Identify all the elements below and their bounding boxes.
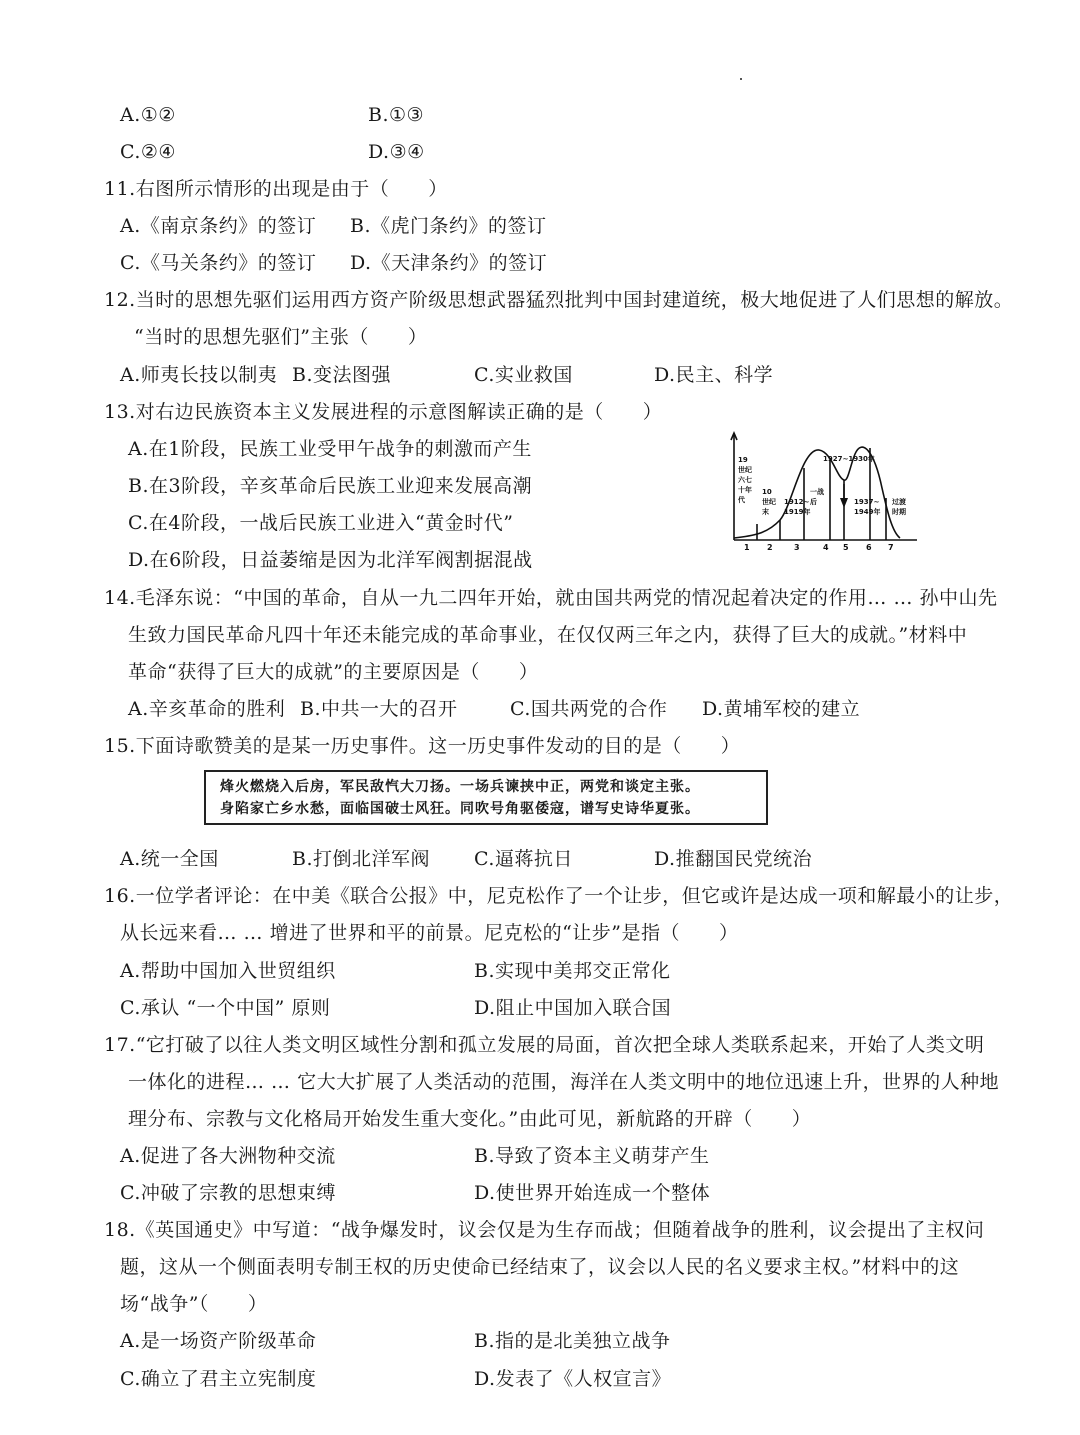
q16-stem-line2: 从长远来看… … 增进了世界和平的前景。尼克松的“让步”是指（ ） <box>120 922 739 944</box>
q17-stem-line2: 一体化的进程… … 它大大扩展了人类活动的范围，海洋在人类文明中的地位迅速上升，世界的人种地 <box>128 1071 1000 1093</box>
q14-option-a[interactable]: A.辛亥革命的胜利 <box>128 698 286 720</box>
q13-option-c[interactable]: C.在4阶段，一战后民族工业进入“黄金时代” <box>128 512 514 534</box>
q12-option-b[interactable]: B.变法图强 <box>292 364 392 386</box>
q18-stem-line2: 题，这从一个侧面表明专制王权的历史使命已经结束了，议会以人民的名义要求主权。”材料中的这 <box>120 1256 960 1278</box>
q10-option-b[interactable]: B.①③ <box>368 104 425 126</box>
poem-box <box>204 770 768 825</box>
label-1912-line1: 1912~ <box>784 498 810 506</box>
label-10c-line2: 世纪 <box>762 498 776 506</box>
label-1912-line2: 1919年 <box>784 508 811 516</box>
label-1937-line1: 1937~ <box>854 498 880 506</box>
poem-line1: 烽火燃烧入后房，军民敌忾大刀扬。一场兵谏挟中正，两党和谈定主张。 <box>220 779 700 795</box>
q17-stem-line1: 17.“它打破了以往人类文明区域性分割和孤立发展的局面，首次把全球人类联系起来，开始了人类文明 <box>104 1034 985 1056</box>
q12-stem-line2: “当时的思想先驱们”主张（ ） <box>134 326 428 348</box>
q15-option-a[interactable]: A.统一全国 <box>120 848 219 870</box>
speck <box>740 78 742 80</box>
q13-option-d[interactable]: D.在6阶段，日益萎缩是因为北洋军阀割据混战 <box>128 549 533 571</box>
stage-label: 6 <box>866 543 872 552</box>
q14-option-c[interactable]: C.国共两党的合作 <box>510 698 668 720</box>
q11-option-b[interactable]: B.《虎门条约》的签订 <box>350 215 547 237</box>
q14-stem-line1: 14.毛泽东说：“中国的革命，自从一九二四年开始，就由国共两党的情况起着决定的作用… … 孙中山先 <box>104 587 998 609</box>
q18-option-c[interactable]: C.确立了君主立宪制度 <box>120 1368 317 1390</box>
q12-option-d[interactable]: D.民主、科学 <box>654 364 774 386</box>
stage-label: 5 <box>843 543 849 552</box>
q17-option-b[interactable]: B.导致了资本主义萌芽产生 <box>474 1145 710 1167</box>
q16-option-c[interactable]: C.承认 “一个中国” 原则 <box>120 997 331 1019</box>
label-trans-line1: 过渡 <box>892 498 906 506</box>
q10-option-c[interactable]: C.②④ <box>120 141 176 163</box>
label-1927: 1927~1930年 <box>823 455 875 463</box>
q16-option-b[interactable]: B.实现中美邦交正常化 <box>474 960 671 982</box>
q17-option-d[interactable]: D.使世界开始连成一个整体 <box>474 1182 711 1204</box>
label-19c-line5: 代 <box>738 496 745 504</box>
q11-option-c[interactable]: C.《马关条约》的签订 <box>120 252 317 274</box>
q18-stem-line3: 场“战争”（ ） <box>120 1293 268 1315</box>
label-ww-line1: 一战 <box>810 488 824 496</box>
q14-stem-line2: 生致力国民革命凡四十年还未能完成的革命事业，在仅仅两三年之内，获得了巨大的成就。”材料中 <box>128 624 968 646</box>
q13-stem: 13.对右边民族资本主义发展进程的示意图解读正确的是（ ） <box>104 401 663 423</box>
label-10c-line1: 10 <box>762 488 772 496</box>
q18-option-b[interactable]: B.指的是北美独立战争 <box>474 1330 671 1352</box>
q17-option-c[interactable]: C.冲破了宗教的思想束缚 <box>120 1182 336 1204</box>
label-19c-line1: 19 <box>738 456 748 464</box>
q12-option-a[interactable]: A.师夷长技以制夷 <box>120 364 278 386</box>
q10-option-a[interactable]: A.①② <box>120 104 176 126</box>
label-19c-line2: 世纪 <box>738 466 752 474</box>
q13-option-a[interactable]: A.在1阶段，民族工业受甲午战争的刺激而产生 <box>128 438 532 460</box>
q15-option-b[interactable]: B.打倒北洋军阀 <box>292 848 431 870</box>
label-ww-line2: 后 <box>810 498 817 506</box>
q18-stem-line1: 18.《英国通史》中写道：“战争爆发时，议会仅是为生存而战；但随着战争的胜利，议会提出了主权问 <box>104 1219 985 1241</box>
q17-stem-line3: 理分布、宗教与文化格局开始发生重大变化。”由此可见，新航路的开辟（ ） <box>128 1108 812 1130</box>
decline-arrowhead <box>840 498 848 508</box>
q10-option-d[interactable]: D.③④ <box>368 141 425 163</box>
q17-option-a[interactable]: A.促进了各大洲物种交流 <box>120 1145 336 1167</box>
label-1937-line2: 1949年 <box>854 508 881 516</box>
q16-option-d[interactable]: D.阻止中国加入联合国 <box>474 997 672 1019</box>
stage-label: 2 <box>767 543 773 552</box>
label-trans-line2: 时期 <box>892 508 906 516</box>
q14-option-b[interactable]: B.中共一大的召开 <box>300 698 458 720</box>
label-19c-line3: 六七 <box>738 476 752 484</box>
q15-option-c[interactable]: C.逼蒋抗日 <box>474 848 573 870</box>
stage-label: 3 <box>794 543 800 552</box>
q18-option-d[interactable]: D.发表了《人权宣言》 <box>474 1368 672 1390</box>
label-10c-line3: 末 <box>762 508 769 516</box>
q14-stem-line3: 革命“获得了巨大的成就”的主要原因是（ ） <box>128 661 539 683</box>
q15-stem: 15.下面诗歌赞美的是某一历史事件。这一历史事件发动的目的是（ ） <box>104 735 741 757</box>
q11-option-a[interactable]: A.《南京条约》的签订 <box>120 215 317 237</box>
stage-label: 4 <box>823 543 829 552</box>
q11-option-d[interactable]: D.《天津条约》的签订 <box>350 252 548 274</box>
q12-stem-line1: 12.当时的思想先驱们运用西方资产阶级思想武器猛烈批判中国封建道统，极大地促进了人们思想的解放。 <box>104 289 1014 311</box>
q15-option-d[interactable]: D.推翻国民党统治 <box>654 848 813 870</box>
capitalism-development-diagram <box>722 428 922 553</box>
stage-label: 7 <box>888 543 894 552</box>
q16-option-a[interactable]: A.帮助中国加入世贸组织 <box>120 960 336 982</box>
q12-option-c[interactable]: C.实业救国 <box>474 364 573 386</box>
q16-stem-line1: 16.一位学者评论：在中美《联合公报》中，尼克松作了一个让步，但它或许是达成一项和解最小的让步， <box>104 885 1014 907</box>
q11-stem: 11.右图所示情形的出现是由于（ ） <box>104 178 448 200</box>
poem-line2: 身陷家亡乡水愁，面临国破士风狂。同吹号角驱倭寇，谱写史诗华夏张。 <box>220 801 700 817</box>
label-19c-line4: 十年 <box>738 486 752 494</box>
q18-option-a[interactable]: A.是一场资产阶级革命 <box>120 1330 317 1352</box>
q14-option-d[interactable]: D.黄埔军校的建立 <box>702 698 861 720</box>
q13-option-b[interactable]: B.在3阶段，辛亥革命后民族工业迎来发展高潮 <box>128 475 533 497</box>
stage-label: 1 <box>744 543 750 552</box>
